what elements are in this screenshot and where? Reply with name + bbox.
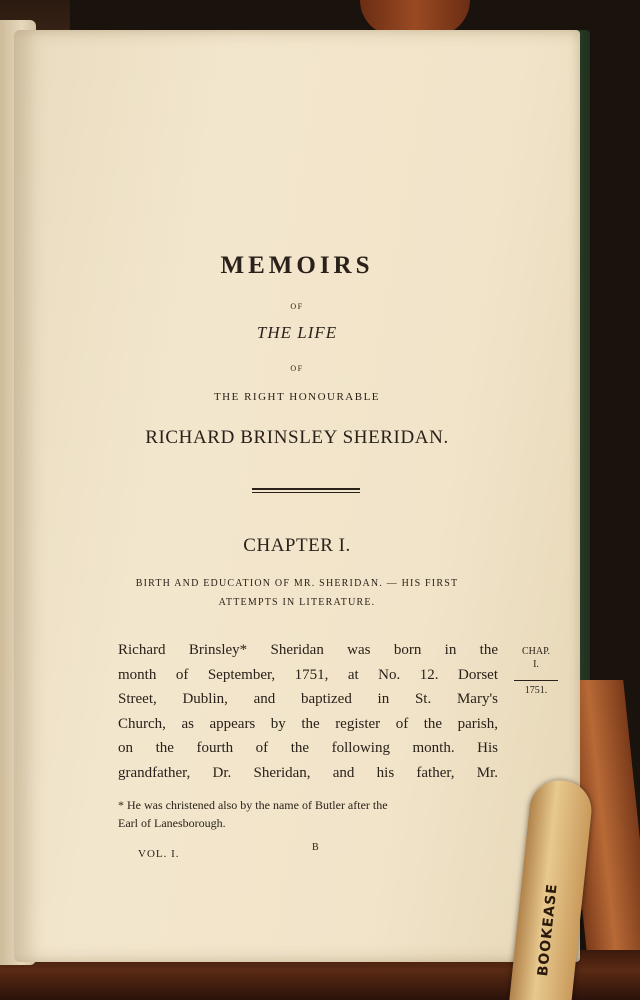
volume-label: VOL. I. [138,848,180,860]
title-of-2: OF [290,364,304,373]
title-the-life: THE LIFE [256,323,338,342]
book-page [14,30,580,962]
margin-rule [514,680,558,681]
footnote-line2: Earl of Lanesborough. [118,816,226,830]
body-line: on the fourth of the following month. His [118,740,498,756]
body-line: grandfather, Dr. Sheridan, and his father, Mr. [118,764,498,781]
title-name: RICHARD BRINSLEY SHERIDAN. [145,427,449,448]
footnote-line1: * He was christened also by the name of Butler after the [118,798,388,812]
body-line: Richard Brinsley* Sheridan was born in the [118,642,498,658]
body-text [118,638,498,785]
body-line: month of September, 1751, at No. 12. Dorset [118,666,498,683]
signature-mark: B [312,842,319,853]
title-rule-thin [252,492,360,493]
chapter-subtitle-line1: BIRTH AND EDUCATION OF MR. SHERIDAN. — HIS FIRST [135,578,459,589]
footnote [118,796,508,832]
chapter-heading: CHAPTER I. [243,535,351,556]
title-of-1: OF [290,302,304,311]
title-right-honourable: THE RIGHT HONOURABLE [213,391,381,403]
margin-year: 1751. [524,685,548,696]
margin-chap-numeral: I. [533,659,539,670]
chapter-subtitle-line2: ATTEMPTS IN LITERATURE. [218,597,376,608]
title-memoirs: MEMOIRS [220,252,374,279]
body-line: Street, Dublin, and baptized in St. Mary's [118,691,498,707]
body-line: Church, as appears by the register of the parish, [118,715,498,732]
bookmark-text: BOOKEASE [535,882,561,978]
title-rule-thick [252,488,360,490]
margin-chap-label: CHAP. [521,646,551,657]
margin-note [506,645,566,671]
